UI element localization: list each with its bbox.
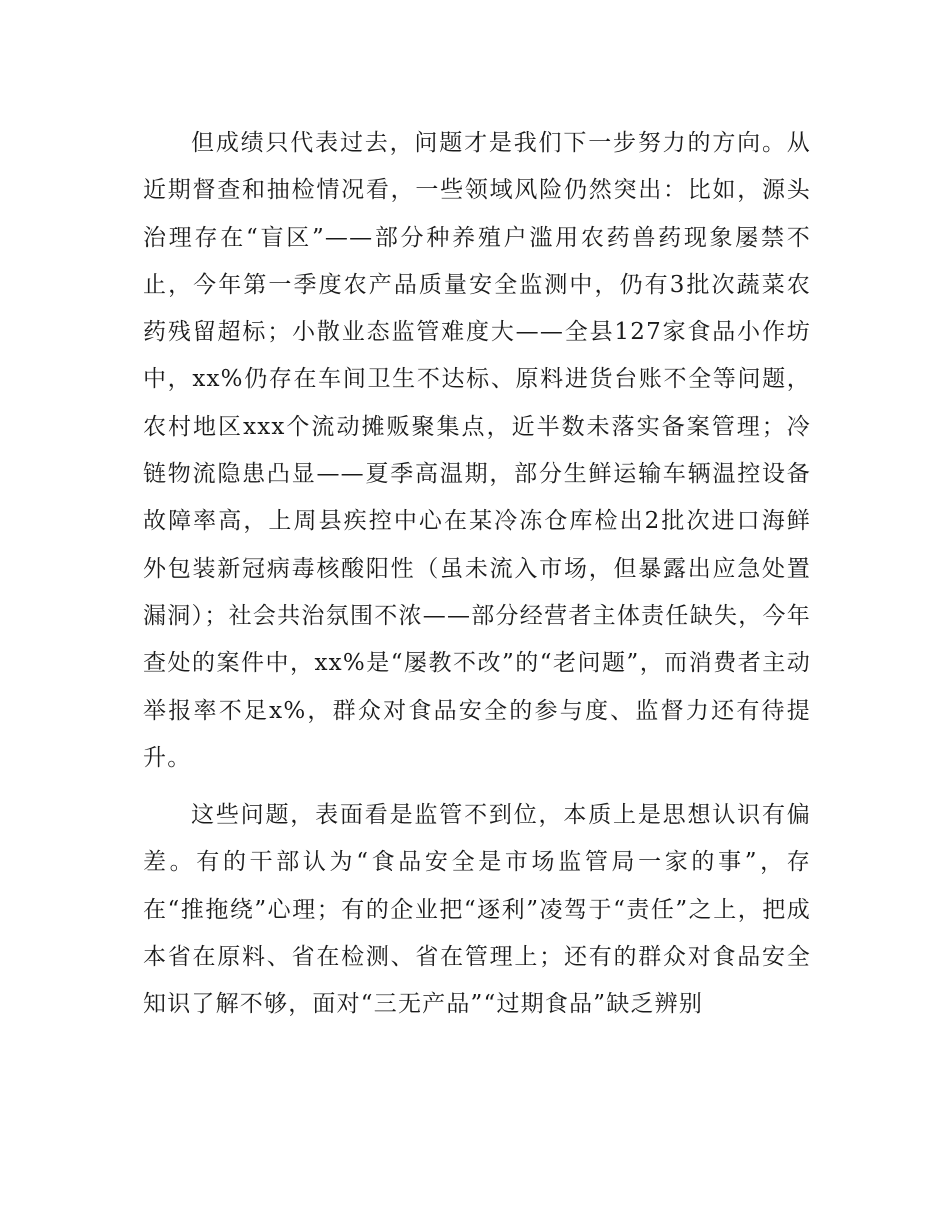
document-body xyxy=(143,120,811,1039)
paragraph-problems: 但成绩只代表过去，问题才是我们下一步努力的方向。从近期督查和抽检情况看，一些领域风险仍然突出：比如，源头治理存在“盲区”——部分种养殖户滥用农药兽药现象屡禁不止，今年第一季度农产品质量安全监测中，仍有3批次蔬菜农药残留超标；小散业态监管难度大——全县127家食品小作坊中，xx%仍存在车间卫生不达标、原料进货台账不全等问题，农村地区xxx个流动摊贩聚集点，近半数未落实备案管理；冷链物流隐患凸显——夏季高温期，部分生鲜运输车辆温控设备故障率高，上周县疾控中心在某冷冻仓库检出2批次进口海鲜外包装新冠病毒核酸阳性（虽未流入市场，但暴露出应急处置漏洞）；社会共治氛围不浓——部分经营者主体责任缺失，今年查处的案件中，xx%是“屡教不改”的“老问题”，而消费者主动举报率不足x%，群众对食品安全的参与度、监督力还有待提升。 xyxy=(143,130,811,771)
paragraph-causes: 这些问题，表面看是监管不到位，本质上是思想认识有偏差。有的干部认为“食品安全是市场监管局一家的事”，存在“推拖绕”心理；有的企业把“逐利”凌驾于“责任”之上，把成本省在原料、省在检测、省在管理上；还有的群众对食品安全知识了解不够，面对“三无产品”“过期食品”缺乏辨别 xyxy=(143,802,811,1018)
